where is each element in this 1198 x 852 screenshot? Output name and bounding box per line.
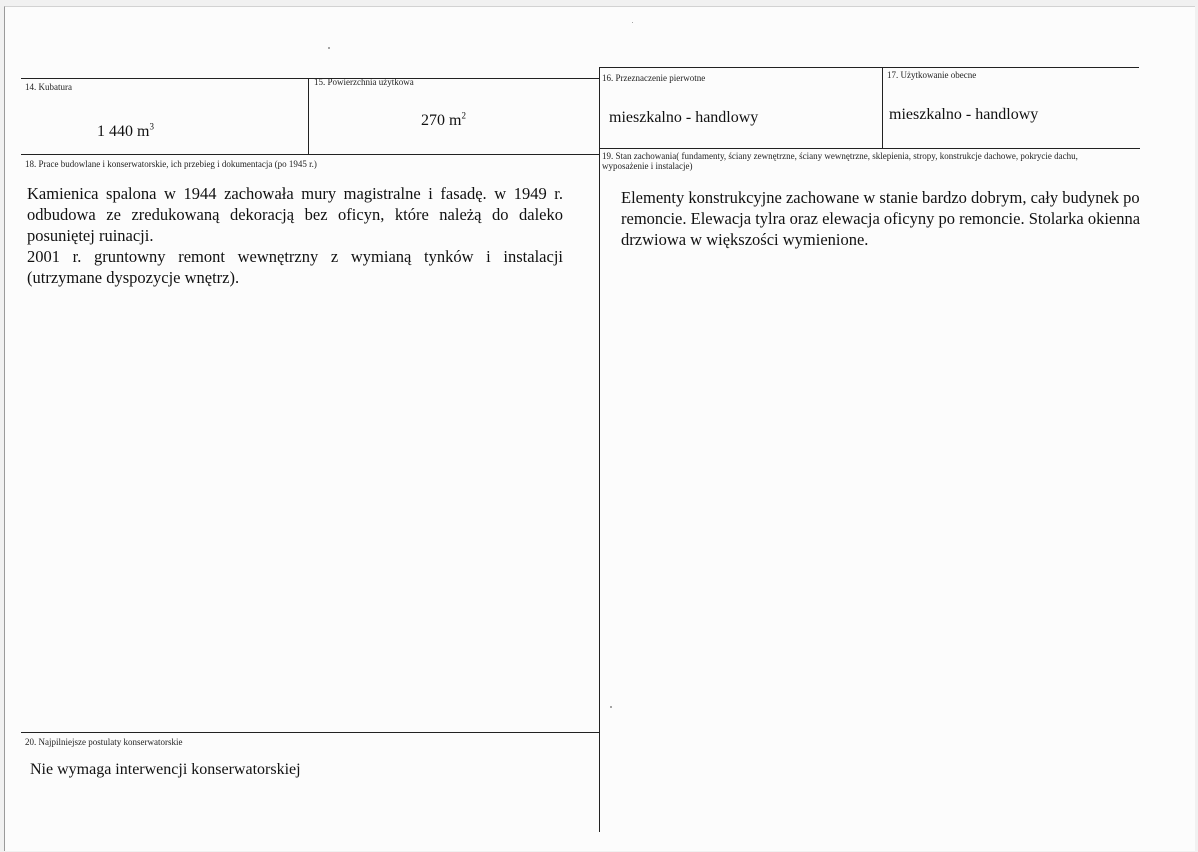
scan-speck bbox=[632, 22, 633, 23]
rule-mid-left bbox=[21, 154, 599, 155]
field-20-value: Nie wymaga interwencji konserwatorskiej bbox=[30, 761, 301, 778]
field-15-value bbox=[421, 110, 466, 131]
scan-speck bbox=[328, 47, 330, 49]
rule-section-20 bbox=[21, 732, 599, 733]
field-18-text bbox=[27, 183, 563, 288]
field-15-number: 270 m bbox=[421, 112, 462, 129]
field-18-label: 18. Prace budowlane i konserwatorskie, ich przebieg i dokumentacja (po 1945 r.) bbox=[25, 159, 317, 169]
field-14-number: 1 440 m bbox=[97, 123, 150, 140]
field-20-label: 20. Najpilniejsze postulaty konserwatorskie bbox=[25, 737, 183, 747]
field-18-paragraph-2: 2001 r. gruntowny remont wewnętrzny z wymianą tynków i instalacji (utrzymane dyspozycje wnętrz). bbox=[27, 247, 563, 287]
field-17-value: mieszkalno - handlowy bbox=[889, 106, 1039, 123]
field-17-label: 17. Użytkowanie obecne bbox=[887, 70, 977, 80]
scanned-form-page bbox=[4, 6, 1195, 851]
field-19-text: Elementy konstrukcyjne zachowane w stanie bardzo dobrym, cały budynek po remoncie. Elewacja tylra oraz elewacja oficyny po remoncie. Stolarka okienna drzwiowa w większości wymienione. bbox=[621, 188, 1141, 249]
scan-speck bbox=[610, 706, 612, 708]
field-18-paragraph-1: Kamienica spalona w 1944 zachowała mury magistralne i fasadę. w 1949 r. odbudowa ze zredukowaną dekoracją bez oficyn, które należą do daleko posuniętej ruinacji. bbox=[27, 184, 563, 245]
rule-v-14-15 bbox=[308, 78, 309, 155]
rule-v-16-17 bbox=[882, 67, 883, 149]
rule-mid-right bbox=[599, 148, 1140, 149]
field-15-unit-exponent: 2 bbox=[461, 110, 466, 121]
field-14-label: 14. Kubatura bbox=[25, 82, 72, 92]
field-14-value bbox=[97, 121, 154, 142]
field-19-label: 19. Stan zachowania( fundamenty, ściany zewnętrzne, ściany wewnętrzne, sklepienia, stropy, konstrukcje dachowe, pokrycie dachu, wyposażenie i instalacje) bbox=[602, 151, 1078, 171]
rule-v-main bbox=[599, 67, 600, 832]
field-14-unit-exponent: 3 bbox=[149, 121, 154, 132]
rule-top-left bbox=[21, 78, 599, 79]
field-15-label: 15. Powierzchnia użytkowa bbox=[314, 77, 414, 87]
field-16-label: 16. Przeznaczenie pierwotne bbox=[602, 73, 706, 83]
field-16-value: mieszkalno - handlowy bbox=[609, 109, 759, 126]
rule-top-right bbox=[599, 67, 1139, 68]
